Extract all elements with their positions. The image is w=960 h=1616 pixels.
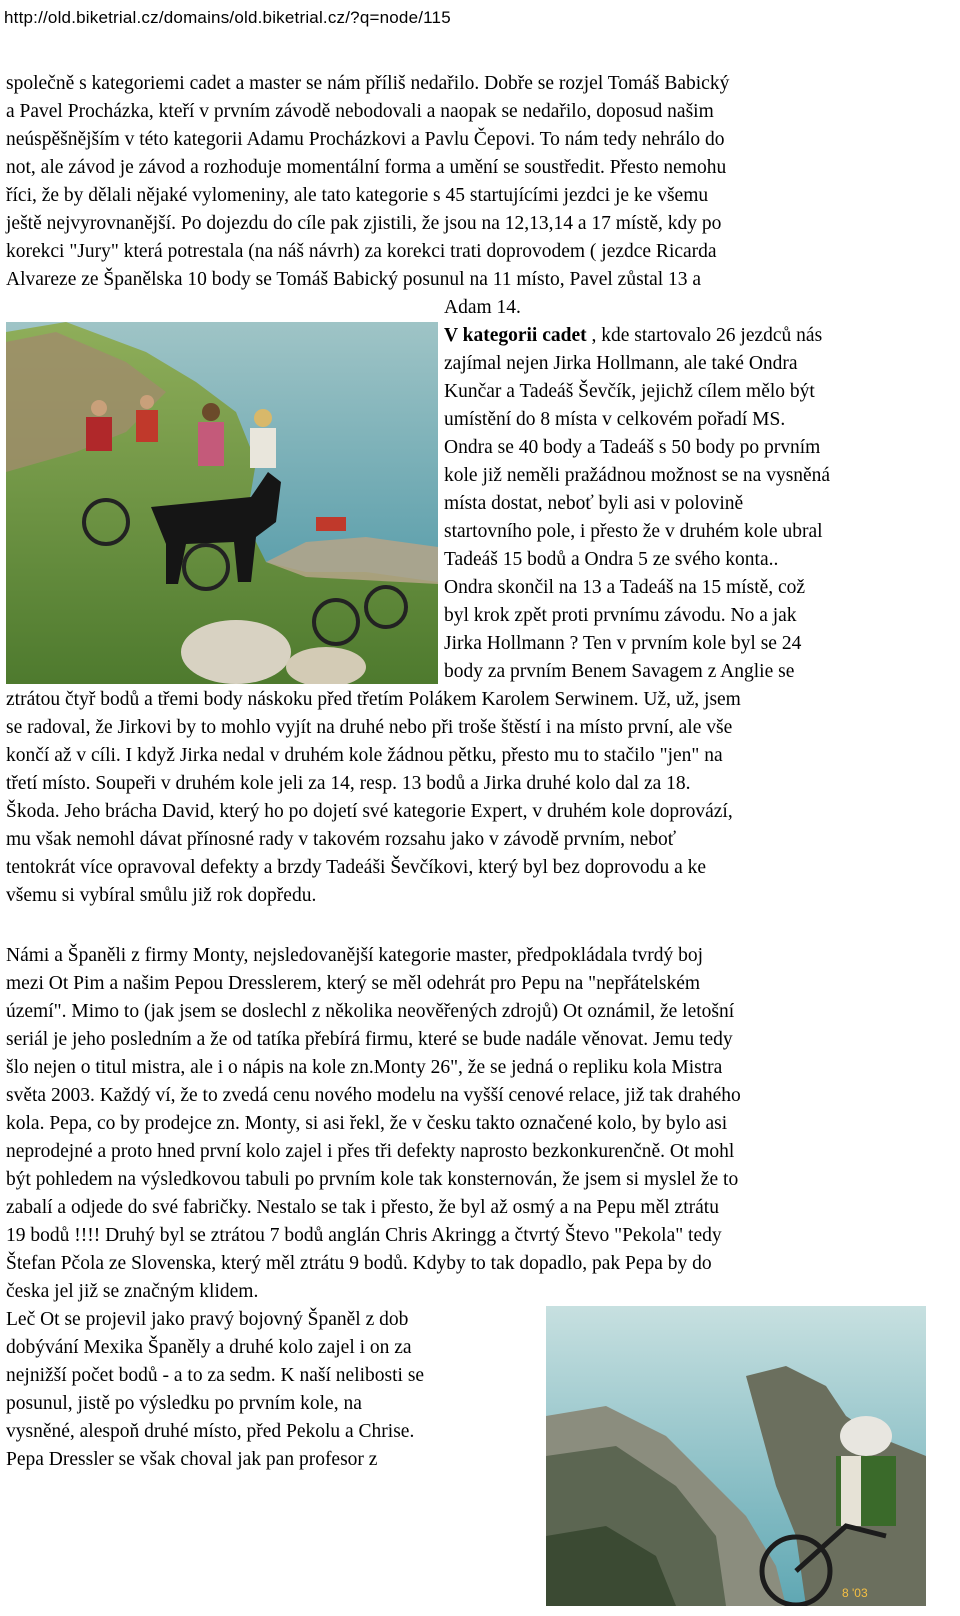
photo-date-stamp: 8 '03 [842,1586,868,1600]
text-line: světa 2003. Každý ví, že to zvedá cenu nového modelu na vyšší cenové relace, již tak drahého [6,1085,741,1106]
text-line: startovního pole, i přesto že v druhém kole ubral [444,521,823,542]
text-line: a Pavel Procházka, kteří v prvním závodě nebodovali a naopak se nedařilo, doposud našim [6,101,714,122]
text-line: být pohledem na výsledkovou tabuli po prvním kole tak konsternován, že jsem si myslel že to [6,1169,739,1190]
text-line: kole již neměli pražádnou možnost se na vysněná [444,465,831,486]
text-line: říci, že by dělali nějaké vylomeniny, ale tato kategorie s 45 startujícími jezdci je ke všemu [6,185,709,206]
text-line: Štefan Pčola ze Slovenska, který měl ztrátu 9 bodů. Kdyby to tak dopadlo, pak Pepa by do [6,1253,712,1274]
text-line: se radoval, že Jirkovi by to mohlo vyjít na druhé nebo při troše štěstí i na místo první, ale vše [6,717,733,738]
text-line [444,322,822,350]
text-line: Alvareze ze Španělska 10 body se Tomáš Babický posunul na 11 místo, Pavel zůstal 13 a [6,269,702,290]
text-line: Námi a Španěli z firmy Monty, nejsledovanější kategorie master, předpokládala tvrdý boj [6,945,704,966]
text-line: Adam 14. [444,297,521,318]
coastal-riders-photo [6,322,438,684]
text-line: Pepa Dressler se však choval jak pan profesor z [6,1449,378,1470]
text-line: území". Mimo to (jak jsem se doslechl z několika neověřených zdrojů) Ot oznámil, že letošní [6,1001,735,1022]
text-line: ještě nejvyrovnanější. Po dojezdu do cíle pak zjistili, že jsou na 12,13,14 a 17 místě, kdy po [6,213,722,234]
text-line: zabalí a odjede do své fabričky. Nestalo se tak i přesto, že byl až osmý a na Pepu měl ztrátu [6,1197,719,1218]
text-line: dobývání Mexika Španěly a druhé kolo zajel i on za [6,1337,412,1358]
text-line: šlo nejen o titul mistra, ale i o nápis na kole zn.Monty 26", že se jedná o repliku kola Mistra [6,1057,723,1078]
text-line: třetí místo. Soupeři v druhém kole jeli za 14, resp. 13 bodů a Jirka druhé kolo dal za 18. [6,773,691,794]
text-line: všemu si vybíral smůlu již rok dopředu. [6,885,317,906]
text-line: Leč Ot se projevil jako pravý bojovný Španěl z dob [6,1309,409,1330]
text-line: Jirka Hollmann ? Ten v prvním kole byl se 24 [444,633,802,654]
text-line: Kunčar a Tadeáš Ševčík, jejichž cílem mělo být [444,381,815,402]
section-heading-cadet: V kategorii cadet [444,325,587,346]
text-line: posunul, jistě po výsledku po prvním kole, na [6,1393,362,1414]
text-line: umístění do 8 místa v celkovém pořadí MS. [444,409,786,430]
text-line: mu však nemohl dávat přínosné rady v takovém rozsahu jako v závodě prvním, neboť [6,829,677,850]
text-line: společně s kategoriemi cadet a master se nám příliš nedařilo. Dobře se rozjel Tomáš Babický [6,73,730,94]
text-line: 19 bodů !!!! Druhý byl se ztrátou 7 bodů anglán Chris Akringg a čtvrtý Števo "Pekola" tedy [6,1225,722,1246]
text-line: body za prvním Benem Savagem z Anglie se [444,661,795,682]
page-url-header: http://old.biketrial.cz/domains/old.biketrial.cz/?q=node/115 [4,8,451,27]
text-line: seriál je jeho posledním a že od tatíka přebírá firmu, které se bude nadále věnovat. Jemu tedy [6,1029,733,1050]
text-line: neprodejné a proto hned první kolo zajel i přes tři defekty naprosto bezkonkurenčně. Ot mohl [6,1141,735,1162]
text-line: mezi Ot Pim a našim Pepou Dresslerem, který se měl odehrát pro Pepu na "nepřátelském [6,973,701,994]
text-line: vysněné, alespoň druhé místo, před Pekolu a Chrise. [6,1421,415,1442]
text-line: zajímal nejen Jirka Hollmann, ale také Ondra [444,353,798,374]
text-line: byl krok zpět proti prvnímu závodu. No a jak [444,605,797,626]
text-line: místa dostat, neboť byli asi v polovině [444,493,744,514]
text-line: tentokrát více opravoval defekty a brzdy Tadeáši Ševčíkovi, který byl bez doprovodu a ke [6,857,707,878]
text-line: nejnižší počet bodů - a to za sedm. K naší nelibosti se [6,1365,425,1386]
text-line: Ondra se 40 body a Tadeáš s 50 body po prvním [444,437,821,458]
text-line: Ondra skončil na 13 a Tadeáš na 15 místě, což [444,577,806,598]
text-line: Škoda. Jeho brácha David, který ho po dojetí své kategorie Expert, v druhém kole doprovází, [6,801,733,822]
text-line: Tadeáš 15 bodů a Ondra 5 ze svého konta.. [444,549,779,570]
text-line: korekci "Jury" která potrestala (na náš návrh) za korekci trati doprovodem ( jezdce Ricarda [6,241,717,262]
text-line: ztrátou čtyř bodů a třemi body náskoku před třetím Polákem Karolem Serwinem. Už, už, jsem [6,689,741,710]
text-line: česka jel již se značným klidem. [6,1281,259,1302]
text-line: not, ale závod je závod a rozhoduje momentální forma a umění se soustředit. Přesto nemohu [6,157,727,178]
rider-on-coast-photo [546,1306,926,1606]
text-line: neúspěšnějším v této kategorii Adamu Procházkovi a Pavlu Čepovi. To nám tedy nehrálo do [6,129,725,150]
text-fragment: , kde startovalo 26 jezdců nás [586,325,823,346]
text-line: kola. Pepa, co by prodejce zn. Monty, si asi řekl, že v česku takto označené kolo, by bylo asi [6,1113,728,1134]
text-line: končí až v cíli. I když Jirka nedal v druhém kole žádnou pětku, přesto mu to stačilo "jen" na [6,745,723,766]
